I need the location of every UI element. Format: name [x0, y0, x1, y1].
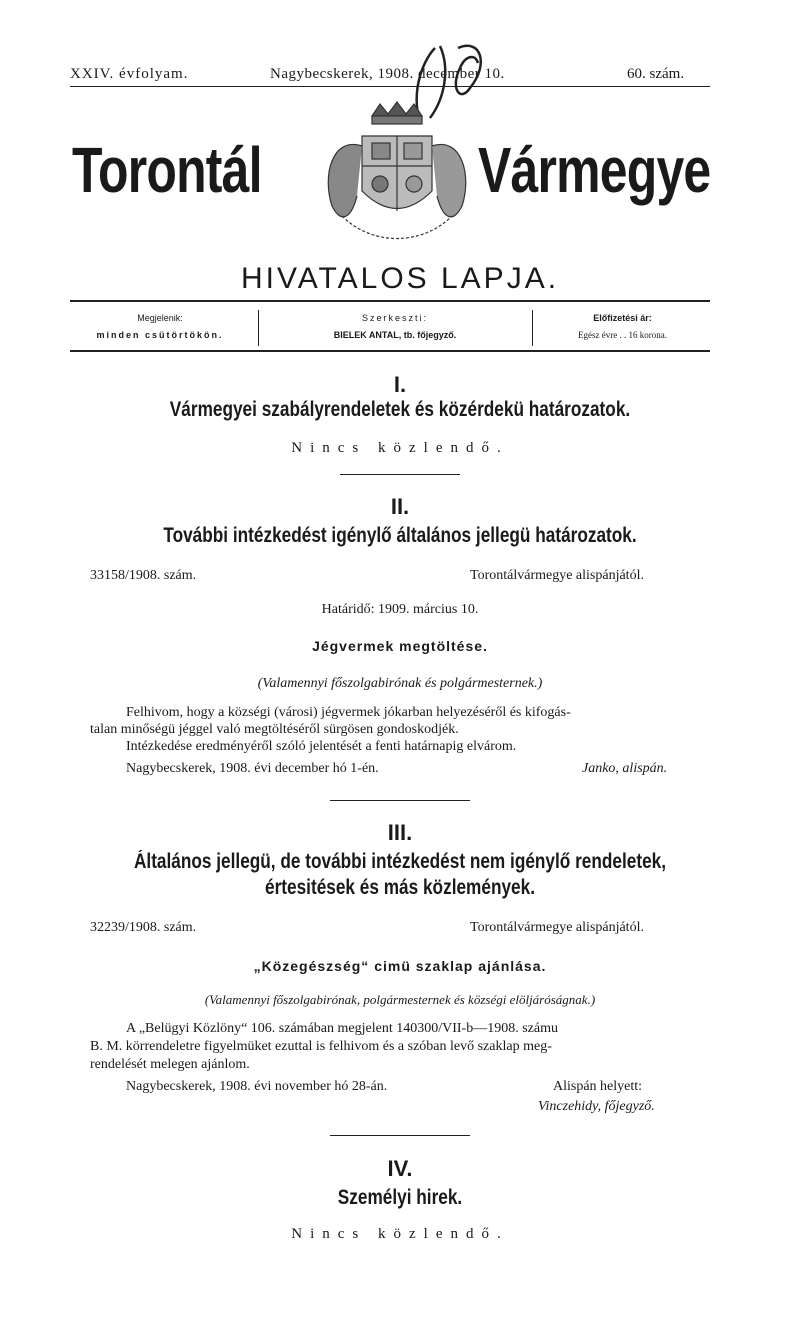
section3-heading-line1: Általános jellegü, de további intézkedést nem igénylő rendeletek,: [133, 850, 667, 873]
section1-heading: Vármegyei szabályrendeletek és közérdekü határozatok.: [169, 398, 631, 421]
price-label: Előfizetési ár:: [593, 313, 652, 323]
coat-of-arms-icon: [312, 96, 482, 256]
volume-label: XXIV. évfolyam.: [70, 66, 189, 82]
title-right: Vármegye: [478, 134, 711, 206]
published-label: Megjelenik:: [137, 313, 183, 323]
section3-source: Torontálvármegye alispánjától.: [470, 920, 644, 935]
section2-deadline: Határidő: 1909. március 10.: [321, 602, 479, 617]
section3-sig-line2: Vinczehidy, főjegyző.: [538, 1099, 655, 1114]
section2-numeral: II.: [390, 494, 410, 519]
section3-body-line2: B. M. körrendeletre figyelmüket ezuttal is felhivom és a szóban levő szaklap meg-: [90, 1039, 552, 1054]
section1-note: Nincs közlendő.: [291, 440, 509, 456]
section3-sig-line1: Alispán helyett:: [553, 1079, 643, 1094]
issue-number: 60. szám.: [627, 66, 685, 82]
title-left: Torontál: [72, 134, 262, 206]
section2-number: 33158/1908. szám.: [90, 568, 197, 583]
section2-source: Torontálvármegye alispánjától.: [470, 568, 644, 583]
published-value: minden csütörtökön.: [96, 330, 224, 340]
section3-addressee: (Valamennyi főszolgabirónak, polgármesternek és községi elöljáróságnak.): [204, 992, 596, 1007]
section2-rule: [330, 800, 470, 801]
divider-1: [258, 310, 259, 346]
section3-body-line3: rendelését melegen ajánlom.: [90, 1057, 250, 1072]
section2-addressee: (Valamennyi főszolgabirónak és polgármesternek.): [257, 676, 543, 691]
section3-title: „Közegészség“ cimü szaklap ajánlása.: [253, 958, 547, 974]
price-value: Egész évre . . 16 korona.: [578, 330, 667, 340]
section2-body-line2: talan minőségü jéggel való megtöltéséről sürgösen gondoskodjék.: [90, 722, 459, 737]
editor-value: BIELEK ANTAL, tb. főjegyző.: [333, 330, 457, 340]
section4-numeral: IV.: [387, 1156, 413, 1181]
section3-rule: [330, 1135, 470, 1136]
header-bottom-rule: [70, 350, 710, 352]
editor-label: Szerkeszti:: [361, 313, 428, 323]
section2-heading: További intézkedést igénylő általános jellegü határozatok.: [163, 524, 637, 547]
section3-number: 32239/1908. szám.: [90, 920, 197, 935]
section3-numeral: III.: [387, 820, 413, 845]
section3-date: Nagybecskerek, 1908. évi november hó 28-án.: [126, 1079, 388, 1094]
subtitle: HIVATALOS LAPJA.: [240, 262, 560, 295]
section2-body-line3: Intézkedése eredményéről szóló jelentését a fenti határnapig elvárom.: [126, 739, 517, 754]
section2-title: Jégvermek megtöltése.: [312, 638, 488, 654]
section1-rule: [340, 474, 460, 475]
divider-2: [532, 310, 533, 346]
section2-signature: Janko, alispán.: [582, 761, 668, 776]
section4-note: Nincs közlendő.: [291, 1226, 509, 1242]
place-date: Nagybecskerek, 1908. december 10.: [270, 66, 505, 82]
section1-numeral: I.: [393, 372, 407, 397]
section3-heading-line2: értesitések és más közlemények.: [265, 876, 535, 899]
section2-body-line1: Felhivom, hogy a községi (városi) jégvermek jókarban helyezéséről és kifogás-: [126, 705, 571, 720]
subtitle-rule: [70, 300, 710, 302]
section4-heading: Személyi hirek.: [337, 1186, 463, 1209]
section3-body-line1: A „Belügyi Közlöny“ 106. számában megjelent 140300/VII-b—1908. számu: [126, 1021, 558, 1036]
section2-date: Nagybecskerek, 1908. évi december hó 1-én.: [126, 761, 379, 776]
